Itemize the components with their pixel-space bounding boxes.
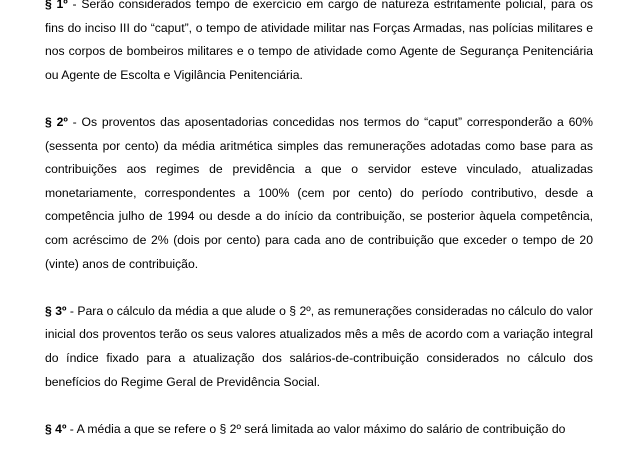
paragraph-number: § 1º (45, 0, 68, 11)
paragraph-text: - Os proventos das aposentadorias concedidas nos termos do “caput” corresponderão a 60% (sessenta por cento) da média aritmética simples das remunerações adotadas como base para as contribuições aos regimes de previdência a que o servidor esteve vinculado, atualizadas monetariamente, correspondentes a 100% (cem por cento) do período contributivo, desde a competência julho de 1994 ou desde a do início da contribuição, se posterior àquela competência, com acréscimo de 2% (dois por cento) para cada ano de contribuição que exceder o tempo de 20 (vinte) anos de contribuição. (45, 114, 593, 271)
paragraph-number: § 3º (45, 303, 67, 318)
paragraph-3 (45, 300, 593, 394)
paragraph-number: § 4º (45, 421, 67, 436)
paragraph-text: - Serão considerados tempo de exercício em cargo de natureza estritamente policial, para os fins do inciso III do “caput”, o tempo de atividade militar nas Forças Armadas, nas polícias militares e nos corpos de bombeiros militares e o tempo de atividade como Agente de Segurança Penitenciária ou Agente de Escolta e Vigilância Penitenciária. (45, 0, 593, 82)
paragraph-2 (45, 111, 593, 276)
paragraph-text: - A média a que se refere o § 2º será limitada ao valor máximo do salário de contribuição do (66, 421, 566, 436)
paragraph-1 (45, 0, 593, 87)
document-body (45, 0, 593, 465)
paragraph-number: § 2º (45, 114, 68, 129)
paragraph-text: - Para o cálculo da média a que alude o § 2º, as remunerações consideradas no cálculo do valor inicial dos proventos terão os seus valores atualizados mês a mês de acordo com a variação integral do índice fixado para a atualização dos salários-de-contribuição considerados no cálculo dos benefícios do Regime Geral de Previdência Social. (45, 303, 593, 389)
paragraph-4 (45, 418, 593, 442)
